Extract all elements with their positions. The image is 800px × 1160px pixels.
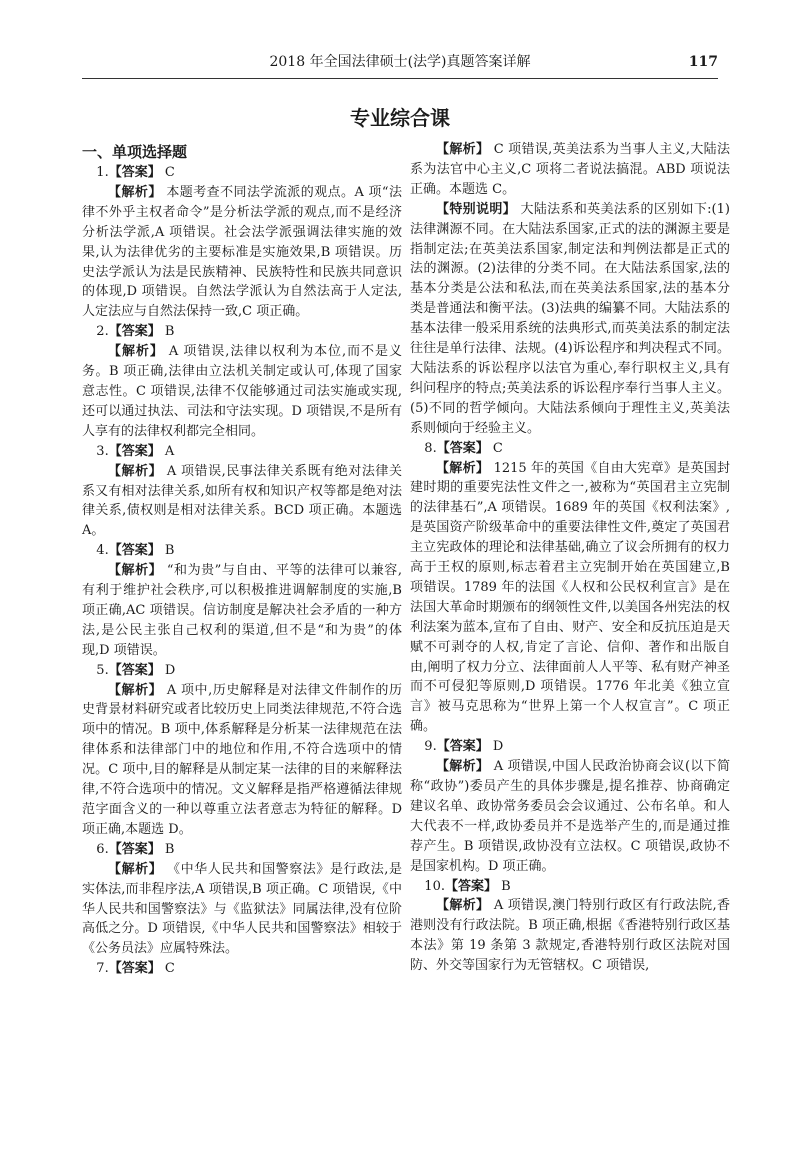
analysis-text: A 项错误,民事法律关系既有绝对法律关系又有相对法律关系,如所有权和知识产权等都是绝对法律关系,债权则是相对法律关系。BCD 项正确。本题选 A。 <box>82 463 402 539</box>
question-number: 7. <box>96 961 109 977</box>
answer-tag: 【答案】 <box>108 841 161 857</box>
analysis-text: 本题考查不同法学流派的观点。A 项“法律不外乎主权者命令”是分析法学派的观点,而不是经济分析法学派,A 项错误。社会法学派强调法律实施的效果,认为法律优劣的主要标准是实施效果,B 项错误。历史法学派认为法是民族精神、民族特性和民族共同意识的体现,D 项错误。自然法学派认为自然法高于人定法,人定法应与自然法保持一致,C 项正确。 <box>82 184 402 320</box>
question-number: 6. <box>96 841 109 857</box>
answer-line <box>410 439 730 459</box>
answer-value: D <box>164 662 176 678</box>
analysis-tag: 【解析】 <box>108 184 162 200</box>
right-column <box>410 140 730 976</box>
answer-line <box>82 959 402 979</box>
answer-tag: 【答案】 <box>444 878 497 894</box>
question-number: 2. <box>96 324 109 340</box>
analysis-tag: 【解析】 <box>436 460 490 476</box>
answer-tag: 【答案】 <box>108 165 161 180</box>
answer-tag: 【答案】 <box>108 324 161 340</box>
answer-line <box>82 442 402 462</box>
analysis-text: “和为贵”与自由、平等的法律可以兼容,有利于维护社会秩序,可以积极推进调解制度的实施,B 项正确,AC 项错误。信访制度是解决社会矛盾的一种方法,是公民主张自己权利的渠道,但不是“和为贵”的体现,D 项错误。 <box>82 563 402 658</box>
analysis-paragraph <box>410 140 730 200</box>
analysis-paragraph <box>82 342 402 442</box>
analysis-text: A 项错误,法律以权利为本位,而不是义务。B 项正确,法律由立法机关制定或认可,体现了国家意志性。C 项错误,法律不仅能够通过司法实施或实现,还可以通过执法、司法和守法实现。D 项错误,不是所有人享有的法律权利都完全相同。 <box>82 344 402 439</box>
analysis-text: A 项错误,中国人民政治协商会议(以下简称“政协”)委员产生的具体步骤是,提名推荐、协商确定建议名单、政协常务委员会会议通过、公布名单。和人大代表不一样,政协委员并不是选举产生的,而是通过推荐产生。B 项错误,政协没有立法权。C 项错误,政协不是国家机构。D 项正确。 <box>410 759 730 874</box>
answer-line <box>410 737 730 757</box>
answer-line <box>82 541 402 561</box>
analysis-text: A 项中,历史解释是对法律文件制作的历史背景材料研究或者比较历史上同类法律规范,不符合选项中的情况。B 项中,体系解释是分析某一法律规范在法律体系和法律部门中的地位和作用,不符合选项中的情况。C 项中,目的解释是从制定某一法律的目的来解释法律,不符合选项中的情况。文义解释是指严格遵循法律规范字面含义的一种以尊重立法者意志为特征的解释。D 项正确,本题选 D。 <box>82 682 402 837</box>
answer-line <box>82 661 402 681</box>
analysis-paragraph <box>410 896 730 976</box>
analysis-paragraph <box>82 462 402 542</box>
answer-tag: 【答案】 <box>436 739 489 755</box>
answer-value: D <box>492 739 504 755</box>
analysis-tag: 【解析】 <box>108 861 163 877</box>
analysis-tag: 【解析】 <box>436 759 490 775</box>
analysis-paragraph <box>82 681 402 840</box>
page-number: 117 <box>688 54 718 70</box>
analysis-text: C 项错误,英美法系为当事人主义,大陆法系为法官中心主义,C 项将二者说法搞混。ABD 项说法正确。本题选 C。 <box>410 142 730 197</box>
analysis-paragraph <box>410 459 730 738</box>
question-number: 3. <box>96 443 109 459</box>
analysis-paragraph <box>82 860 402 960</box>
analysis-tag: 【解析】 <box>108 682 163 698</box>
question-number: 9. <box>424 739 437 755</box>
question-number: 1. <box>96 165 109 180</box>
analysis-tag: 【解析】 <box>436 898 490 914</box>
running-header <box>82 52 718 79</box>
analysis-tag: 【解析】 <box>108 463 163 479</box>
answer-tag: 【答案】 <box>108 543 161 559</box>
analysis-tag: 【解析】 <box>108 344 164 360</box>
answer-value: A <box>164 443 175 459</box>
analysis-paragraph <box>82 183 402 322</box>
left-column <box>82 142 402 979</box>
analysis-text: 《中华人民共和国警察法》是行政法,是实体法,而非程序法,A 项错误,B 项正确。C 项错误,《中华人民共和国警察法》与《监狱法》同属法律,没有位阶高低之分。D 项错误,《中华人民共和国警察法》相较于《公务员法》应属特殊法。 <box>82 861 402 957</box>
question-number: 10. <box>424 878 445 894</box>
answer-tag: 【答案】 <box>108 662 161 678</box>
page-title: 专业综合课 <box>350 106 450 130</box>
left-blocks <box>82 163 402 979</box>
answer-value: C <box>492 440 503 456</box>
answer-value: B <box>501 878 511 894</box>
question-number: 4. <box>96 543 109 559</box>
analysis-paragraph <box>410 757 730 876</box>
answer-value: B <box>164 543 175 559</box>
header-title: 2018 年全国法律硕士(法学)真题答案详解 <box>269 54 531 70</box>
analysis-text: A 项错误,澳门特别行政区有行政法院,香港则没有行政法院。B 项正确,根据《香港特别行政区基本法》第 19 条第 3 款规定,香港特别行政区法院对国防、外交等国家行为无管辖权。C 项错误, <box>410 898 730 974</box>
analysis-text: 1215 年的英国《自由大宪章》是英国封建时期的重要宪法性文件之一,被称为“英国君主立宪制的法律基石”,A 项错误。1689 年的英国《权利法案》,是英国资产阶级革命中的重要法律性文件,奠定了英国君主立宪政体的理论和法律基础,确立了议会所拥有的权力高于王权的原则,标志着君主立宪制开始在英国建立,B 项错误。1789 年的法国《人权和公民权利宣言》是在法国大革命时期颁布的纲领性文件,以美国各州宪法的权利法案为蓝本,宣布了自由、财产、安全和反抗压迫是天赋不可剥夺的人权,肯定了言论、信仰、著作和出版自由,阐明了权力分立、法律面前人人平等、私有财产神圣而不可侵犯等原则,D 项错误。1776 年北美《独立宣言》被马克思称为“世界上第一个人权宣言”。C 项正确。 <box>410 460 730 735</box>
question-number: 8. <box>424 440 437 456</box>
right-blocks <box>410 140 730 976</box>
answer-line <box>82 322 402 342</box>
answer-tag: 【答案】 <box>108 961 161 977</box>
answer-value: B <box>164 841 175 857</box>
analysis-text: 大陆法系和英美法系的区别如下:(1)法律渊源不同。在大陆法系国家,正式的法的渊源主要是指制定法;在英美法系国家,制定法和判例法都是正式的法的渊源。(2)法律的分类不同。在大陆法系国家,法的基本分类是公法和私法,而在英美法系国家,法的基本分类是普通法和衡平法。(3)法典的编纂不同。大陆法系的基本法律一般采用系统的法典形式,而英美法系的制定法往往是单行法律、法规。(4)诉讼程序和判决程式不同。大陆法系的诉讼程序以法官为重心,奉行职权主义,具有纠问程序的特点;英美法系的诉讼程序奉行当事人主义。(5)不同的哲学倾向。大陆法系倾向于理性主义,英美法系则倾向于经验主义。 <box>410 201 730 436</box>
answer-value: B <box>164 324 175 340</box>
analysis-paragraph <box>410 200 730 439</box>
answer-tag: 【答案】 <box>436 440 489 456</box>
answer-line <box>410 877 730 897</box>
analysis-tag: 【解析】 <box>436 142 490 157</box>
answer-value: C <box>164 961 175 977</box>
answer-line <box>82 163 402 183</box>
section-title: 一、单项选择题 <box>82 143 188 161</box>
analysis-tag: 【特别说明】 <box>436 201 517 217</box>
answer-line <box>82 840 402 860</box>
question-number: 5. <box>96 662 109 678</box>
answer-value: C <box>164 165 175 180</box>
answer-tag: 【答案】 <box>108 443 161 459</box>
analysis-paragraph <box>82 561 402 661</box>
analysis-tag: 【解析】 <box>108 563 163 579</box>
